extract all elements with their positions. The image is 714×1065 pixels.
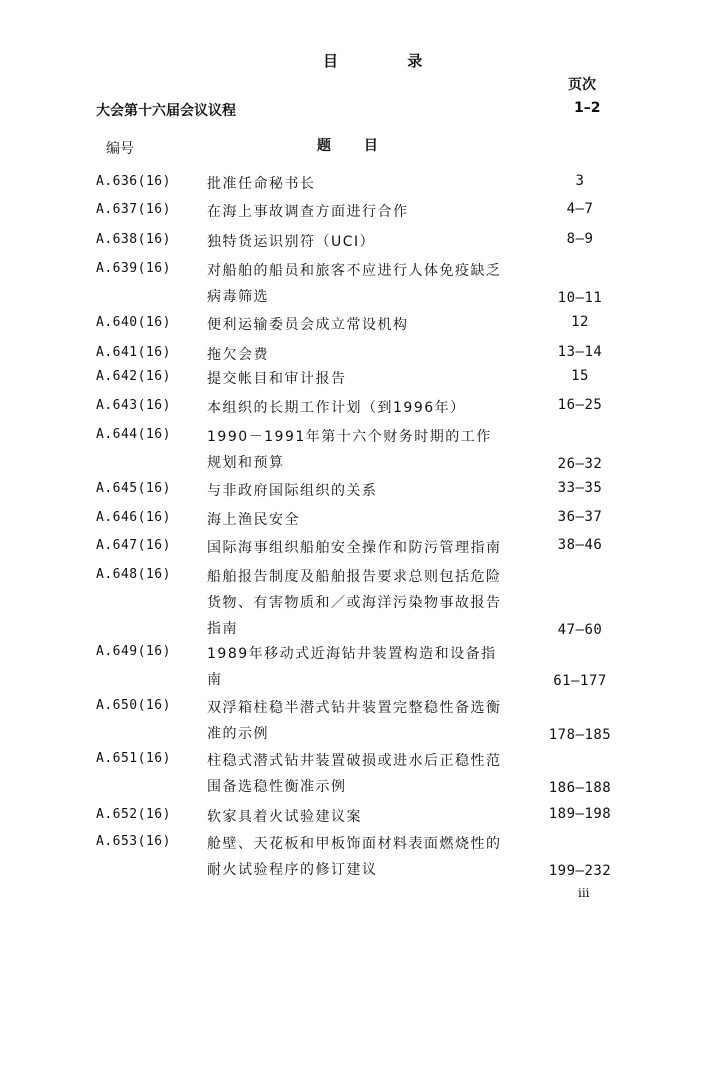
entry-number: A.647(16) xyxy=(96,538,171,553)
entry-pages: 10–11 xyxy=(557,290,603,306)
entry-number: A.638(16) xyxy=(96,232,171,247)
entry-pages: 186–188 xyxy=(548,780,612,796)
entry-pages: 47–60 xyxy=(557,622,603,638)
entry-number: A.648(16) xyxy=(96,567,171,582)
entry-title-line: 舱壁、天花板和甲板饰面材料表面燃烧性的 xyxy=(207,836,502,852)
agenda-title: 大会第十六届会议议程 xyxy=(96,103,236,119)
entry-title-line: 本组织的长期工作计划（到1996年） xyxy=(207,400,466,416)
entry-title-line: 准的示例 xyxy=(207,726,269,742)
entry-title-line: 船舶报告制度及船舶报告要求总则包括危险 xyxy=(207,569,502,585)
entry-number: A.652(16) xyxy=(96,807,171,822)
entry-title-line: 海上渔民安全 xyxy=(207,512,300,528)
entry-number: A.643(16) xyxy=(96,398,171,413)
entry-title-line: 对船舶的船员和旅客不应进行人体免疫缺乏 xyxy=(207,263,502,279)
page-folio: iii xyxy=(578,886,590,900)
entry-title-line: 规划和预算 xyxy=(207,455,285,471)
entry-number: A.645(16) xyxy=(96,481,171,496)
entry-pages: 12 xyxy=(571,314,589,330)
entry-number: A.644(16) xyxy=(96,427,171,442)
entry-title-line: 便利运输委员会成立常设机构 xyxy=(207,317,409,333)
entry-number: A.646(16) xyxy=(96,510,171,525)
entry-title-line: 1990－1991年第十六个财务时期的工作 xyxy=(207,429,492,445)
entry-number: A.649(16) xyxy=(96,644,171,659)
entry-pages: 36–37 xyxy=(557,509,603,525)
entry-title-line: 指南 xyxy=(207,621,238,637)
entry-pages: 189–198 xyxy=(548,806,612,822)
entry-number: A.642(16) xyxy=(96,369,171,384)
entry-number: A.639(16) xyxy=(96,261,171,276)
entry-title-line: 双浮箱柱稳半潜式钻井装置完整稳性备选衡 xyxy=(207,700,502,716)
entry-number: A.636(16) xyxy=(96,174,171,189)
entry-number: A.650(16) xyxy=(96,698,171,713)
entry-title-line: 围备选稳性衡准示例 xyxy=(207,779,347,795)
entry-title-line: 软家具着火试验建议案 xyxy=(207,809,362,825)
entry-title-line: 批准任命秘书长 xyxy=(207,176,316,192)
entry-number: A.641(16) xyxy=(96,345,171,360)
entry-pages: 13–14 xyxy=(557,344,603,360)
entry-pages: 26–32 xyxy=(557,456,603,472)
entry-title-line: 拖欠会费 xyxy=(207,347,269,363)
entry-pages: 3 xyxy=(575,173,585,189)
entry-title-line: 1989年移动式近海钻井装置构造和设备指 xyxy=(207,646,497,662)
entry-title-line: 货物、有害物质和／或海洋污染物事故报告 xyxy=(207,595,502,611)
entry-number: A.653(16) xyxy=(96,834,171,849)
entry-pages: 178–185 xyxy=(548,727,612,743)
page-title: 目 录 xyxy=(323,52,455,70)
entry-title-line: 国际海事组织船舶安全操作和防污管理指南 xyxy=(207,540,502,556)
entry-title-line: 提交帐目和审计报告 xyxy=(207,371,347,387)
entry-number: A.640(16) xyxy=(96,315,171,330)
entry-title-line: 柱稳式潜式钻井装置破损或进水后正稳性范 xyxy=(207,753,502,769)
entry-title-line: 与非政府国际组织的关系 xyxy=(207,483,378,499)
entry-pages: 15 xyxy=(571,368,589,384)
entry-title-line: 在海上事故调查方面进行合作 xyxy=(207,204,409,220)
entry-number: A.637(16) xyxy=(96,202,171,217)
entry-pages: 4–7 xyxy=(566,201,594,217)
entry-title-line: 南 xyxy=(207,672,223,688)
entry-pages: 33–35 xyxy=(557,480,603,496)
agenda-pages: 1–2 xyxy=(574,100,601,116)
page-column-header: 页次 xyxy=(568,77,596,93)
entry-title-line: 耐火试验程序的修订建议 xyxy=(207,862,378,878)
entry-title-line: 独特货运识别符（UCI） xyxy=(207,234,376,250)
entry-pages: 199–232 xyxy=(548,863,612,879)
entry-title-line: 病毒筛选 xyxy=(207,289,269,305)
entry-pages: 16–25 xyxy=(557,397,603,413)
entry-pages: 38–46 xyxy=(557,537,603,553)
column-header-number: 编号 xyxy=(106,141,134,157)
entry-pages: 61–177 xyxy=(553,673,607,689)
entry-pages: 8–9 xyxy=(566,231,594,247)
entry-number: A.651(16) xyxy=(96,751,171,766)
column-header-title: 题 目 xyxy=(317,138,392,154)
